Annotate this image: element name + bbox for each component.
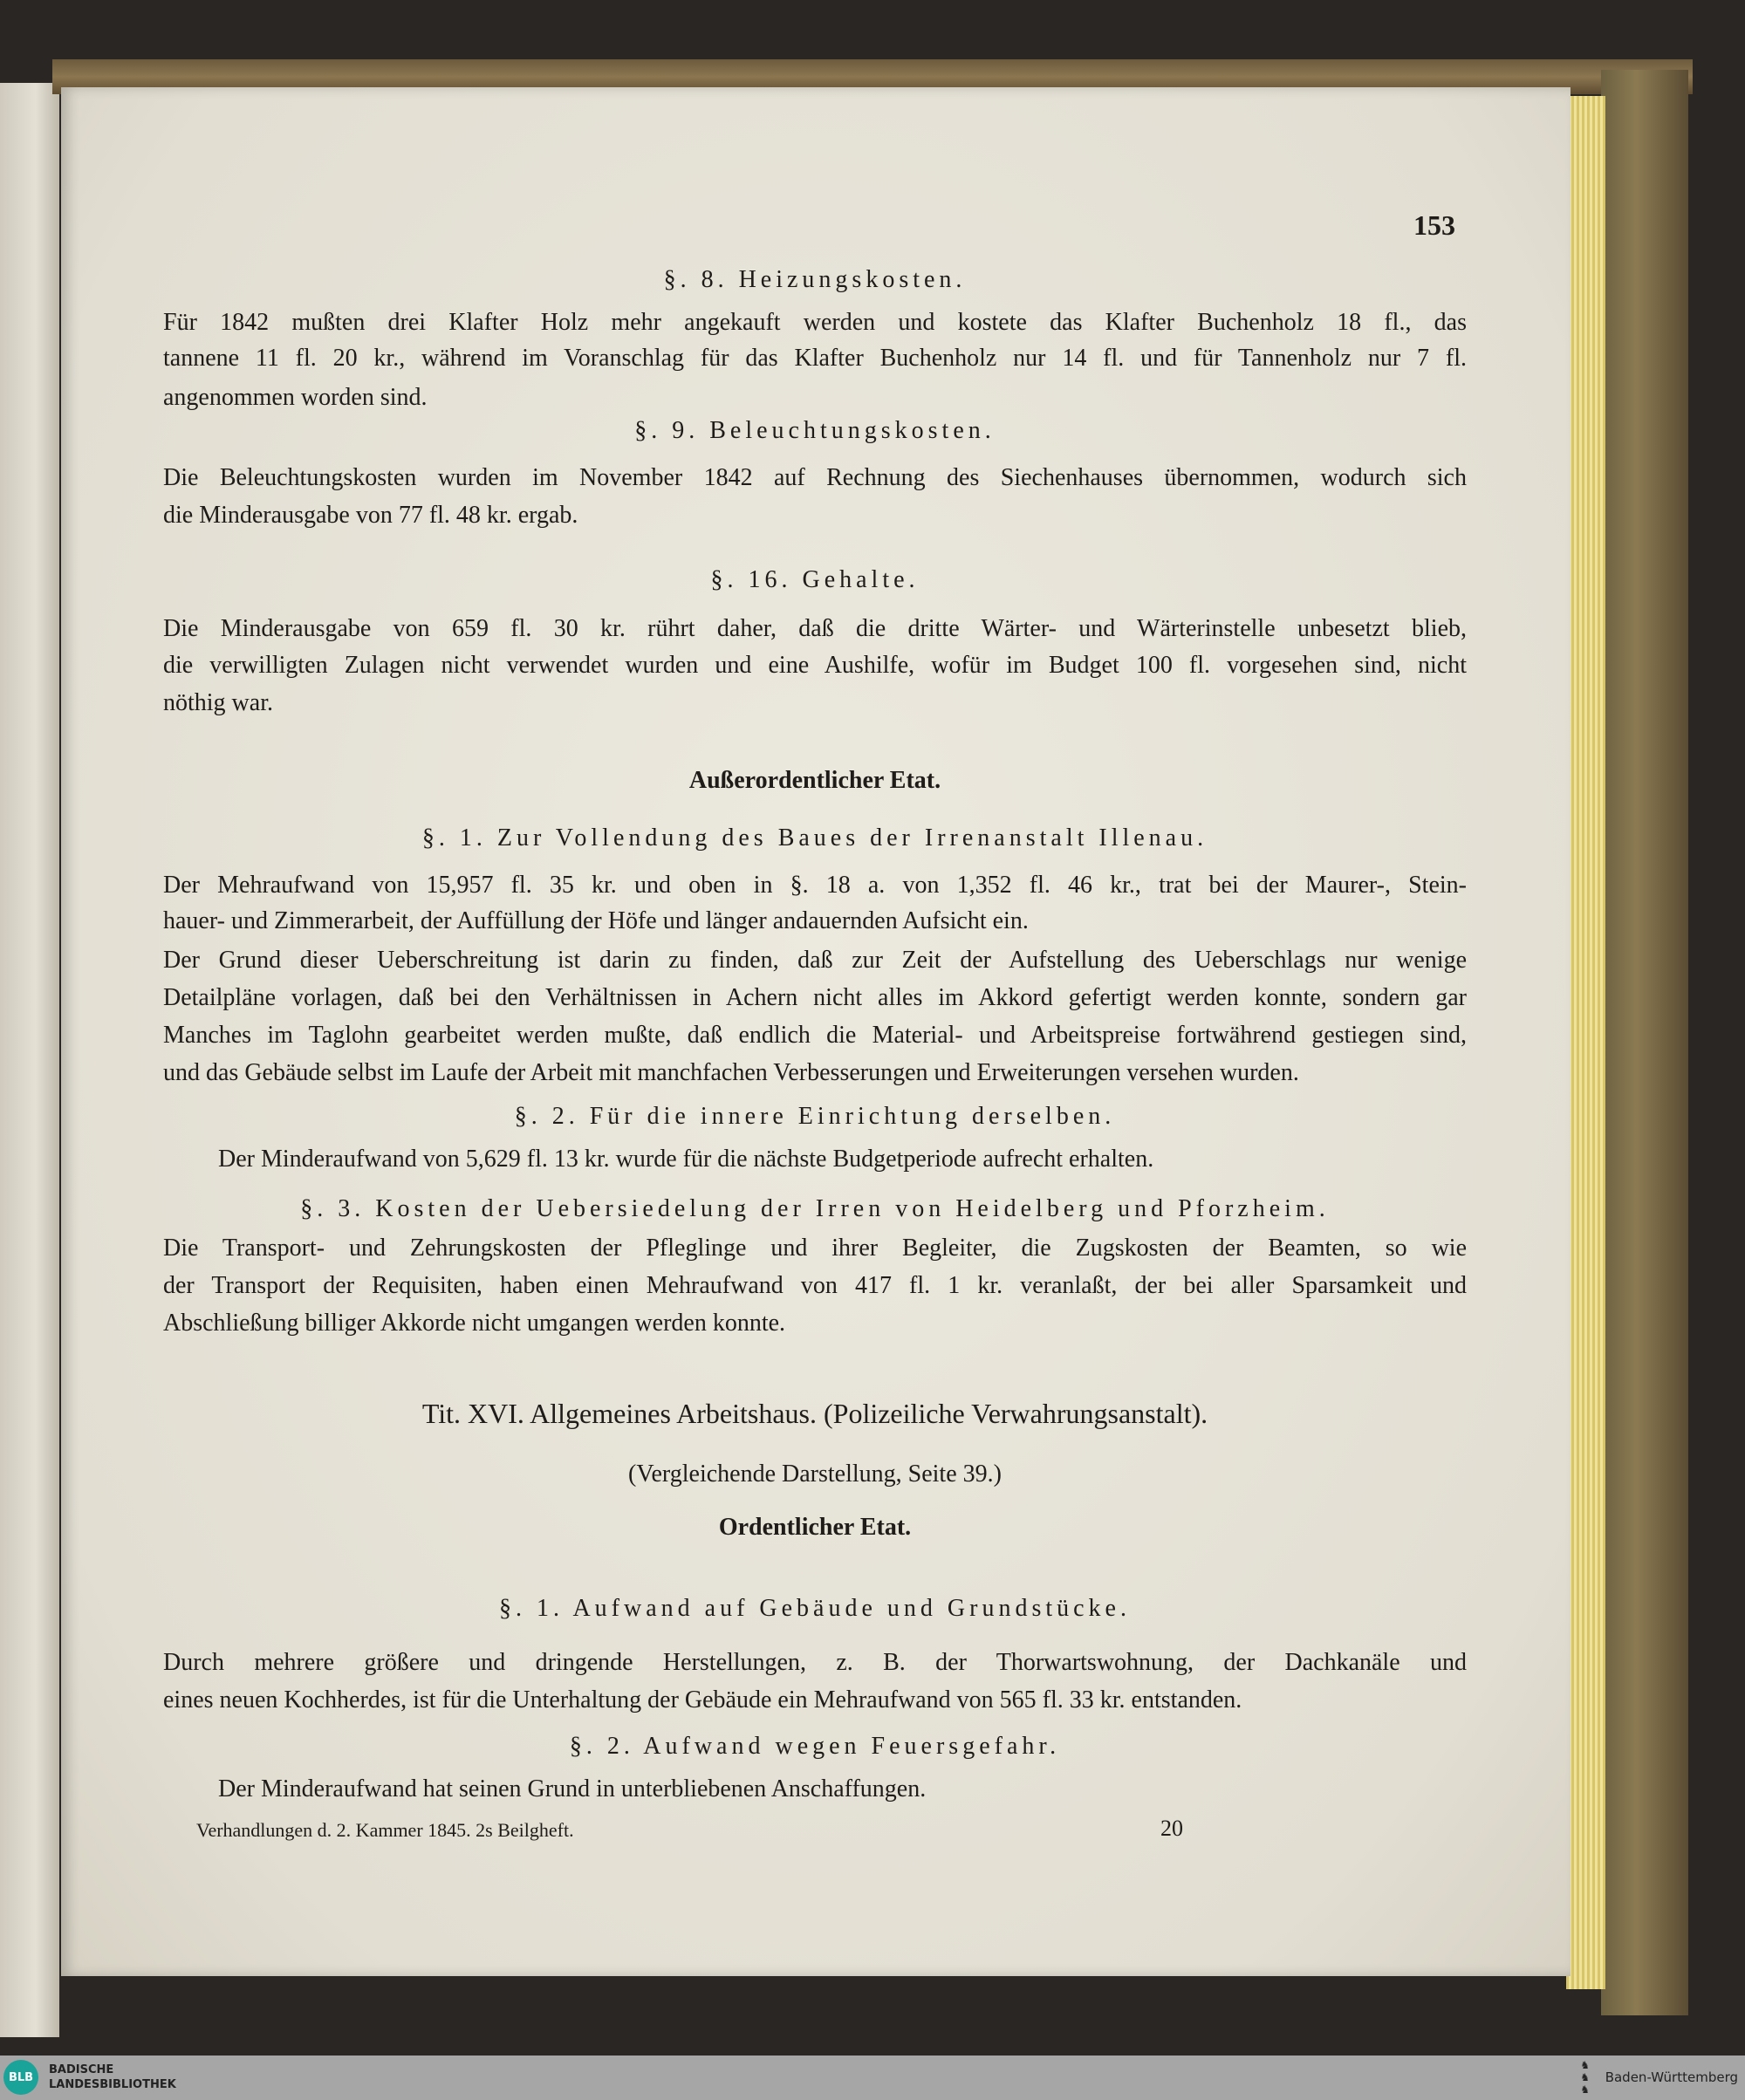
text-line: eines neuen Kochherdes, ist für die Unterhaltung der Gebäude ein Mehraufwand von 565 fl. 33 kr. entstanden. <box>163 1686 1242 1714</box>
text-line: Die Beleuchtungskosten wurden im November 1842 auf Rechnung des Siechenhauses übernommen, wodurch sich <box>163 464 1467 491</box>
signature-line: Verhandlungen d. 2. Kammer 1845. 2s Beilgheft. <box>196 1819 574 1841</box>
sheet-number: 20 <box>1160 1816 1183 1841</box>
left-page-edge <box>0 83 59 2037</box>
text-line: Der Minderaufwand hat seinen Grund in unterbliebenen Anschaffungen. <box>218 1775 927 1802</box>
section-heading: §. 2. Für die innere Einrichtung derselben. <box>514 1103 1116 1130</box>
viewer-footer-bar <box>0 2056 1745 2100</box>
state-logo-text[interactable]: Baden-Württemberg <box>1605 2069 1738 2085</box>
reference-note: (Vergleichende Darstellung, Seite 39.) <box>628 1460 1002 1488</box>
library-name-line1: BADISCHE <box>49 2063 114 2076</box>
text-line: Für 1842 mußten drei Klafter Holz mehr angekauft werden und kostete das Klafter Buchenholz 18 fl., das <box>163 309 1467 336</box>
text-line: Der Mehraufwand von 15,957 fl. 35 kr. und oben in §. 18 a. von 1,352 fl. 46 kr., trat bei der Maurer-, Stein- <box>163 872 1467 899</box>
text-line: Durch mehrere größere und dringende Herstellungen, z. B. der Thorwartswohnung, der Dachkanäle und <box>163 1649 1467 1676</box>
text-line: die Minderausgabe von 77 fl. 48 kr. ergab. <box>163 502 578 529</box>
book-cover <box>1601 70 1688 2015</box>
text-line: nöthig war. <box>163 689 273 716</box>
text-line: Die Minderausgabe von 659 fl. 30 kr. rührt daher, daß die dritte Wärter- und Wärterinstelle unbesetzt blieb, <box>163 615 1467 642</box>
text-line: die verwilligten Zulagen nicht verwendet wurden und eine Aushilfe, wofür im Budget 100 fl. vorgesehen sind, nicht <box>163 652 1467 679</box>
text-line: Der Minderaufwand von 5,629 fl. 13 kr. wurde für die nächste Budgetperiode aufrecht erhalten. <box>218 1146 1154 1173</box>
text-line: angenommen worden sind. <box>163 384 428 411</box>
text-line: der Transport der Requisiten, haben einen Mehraufwand von 417 fl. 1 kr. veranlaßt, der bei aller Sparsamkeit und <box>163 1272 1467 1299</box>
section-heading: §. 2. Aufwand wegen Feuersgefahr. <box>569 1733 1061 1760</box>
text-line: tannene 11 fl. 20 kr., während im Voranschlag für das Klafter Buchenholz nur 14 fl. und für Tannenholz nur 7 fl. <box>163 345 1467 372</box>
library-name-line2: LANDESBIBLIOTHEK <box>49 2078 176 2091</box>
text-line: und das Gebäude selbst im Laufe der Arbeit mit manchfachen Verbesserungen und Erweiterungen versehen wurden. <box>163 1059 1299 1086</box>
text-line: hauer- und Zimmerarbeit, der Auffüllung der Höfe und länger andauernden Aufsicht ein. <box>163 907 1029 934</box>
section-heading: §. 8. Heizungskosten. <box>663 266 967 293</box>
text-line: Abschließung billiger Akkorde nicht umgangen werden konnte. <box>163 1310 786 1337</box>
page-edges <box>1566 96 1605 1989</box>
section-heading: §. 16. Gehalte. <box>710 566 920 593</box>
text-line: Der Grund dieser Ueberschreitung ist darin zu finden, daß zur Zeit der Aufstellung des Ueberschlags nur wenige <box>163 947 1467 974</box>
text-line: Die Transport- und Zehrungskosten der Pfleglinge und ihrer Begleiter, die Zugskosten der Beamten, so wie <box>163 1235 1467 1262</box>
section-heading: §. 9. Beleuchtungskosten. <box>634 417 996 444</box>
lion-crest-icon: ♞ ♞ ♞ <box>1580 2059 1590 2096</box>
section-heading: §. 1. Zur Vollendung des Baues der Irrenanstalt Illenau. <box>421 824 1208 852</box>
text-line: Manches im Taglohn gearbeitet werden mußte, daß endlich die Material- und Arbeitspreise fortwährend gestiegen sind, <box>163 1022 1467 1049</box>
text-line: Detailpläne vorlagen, daß bei den Verhältnissen in Achern nicht alles im Akkord gefertigt werden konnte, sondern gar <box>163 984 1467 1011</box>
title-heading: Tit. XVI. Allgemeines Arbeitshaus. (Polizeiliche Verwahrungsanstalt). <box>421 1398 1208 1429</box>
etat-title: Außerordentlicher Etat. <box>688 767 941 794</box>
library-name[interactable] <box>49 2062 176 2092</box>
section-heading: §. 1. Aufwand auf Gebäude und Grundstücke. <box>499 1595 1131 1622</box>
etat-title: Ordentlicher Etat. <box>718 1514 912 1541</box>
blb-logo-icon[interactable]: BLB <box>3 2060 38 2095</box>
page-number: 153 <box>1413 209 1455 241</box>
section-heading: §. 3. Kosten der Uebersiedelung der Irren von Heidelberg und Pforzheim. <box>300 1195 1330 1222</box>
